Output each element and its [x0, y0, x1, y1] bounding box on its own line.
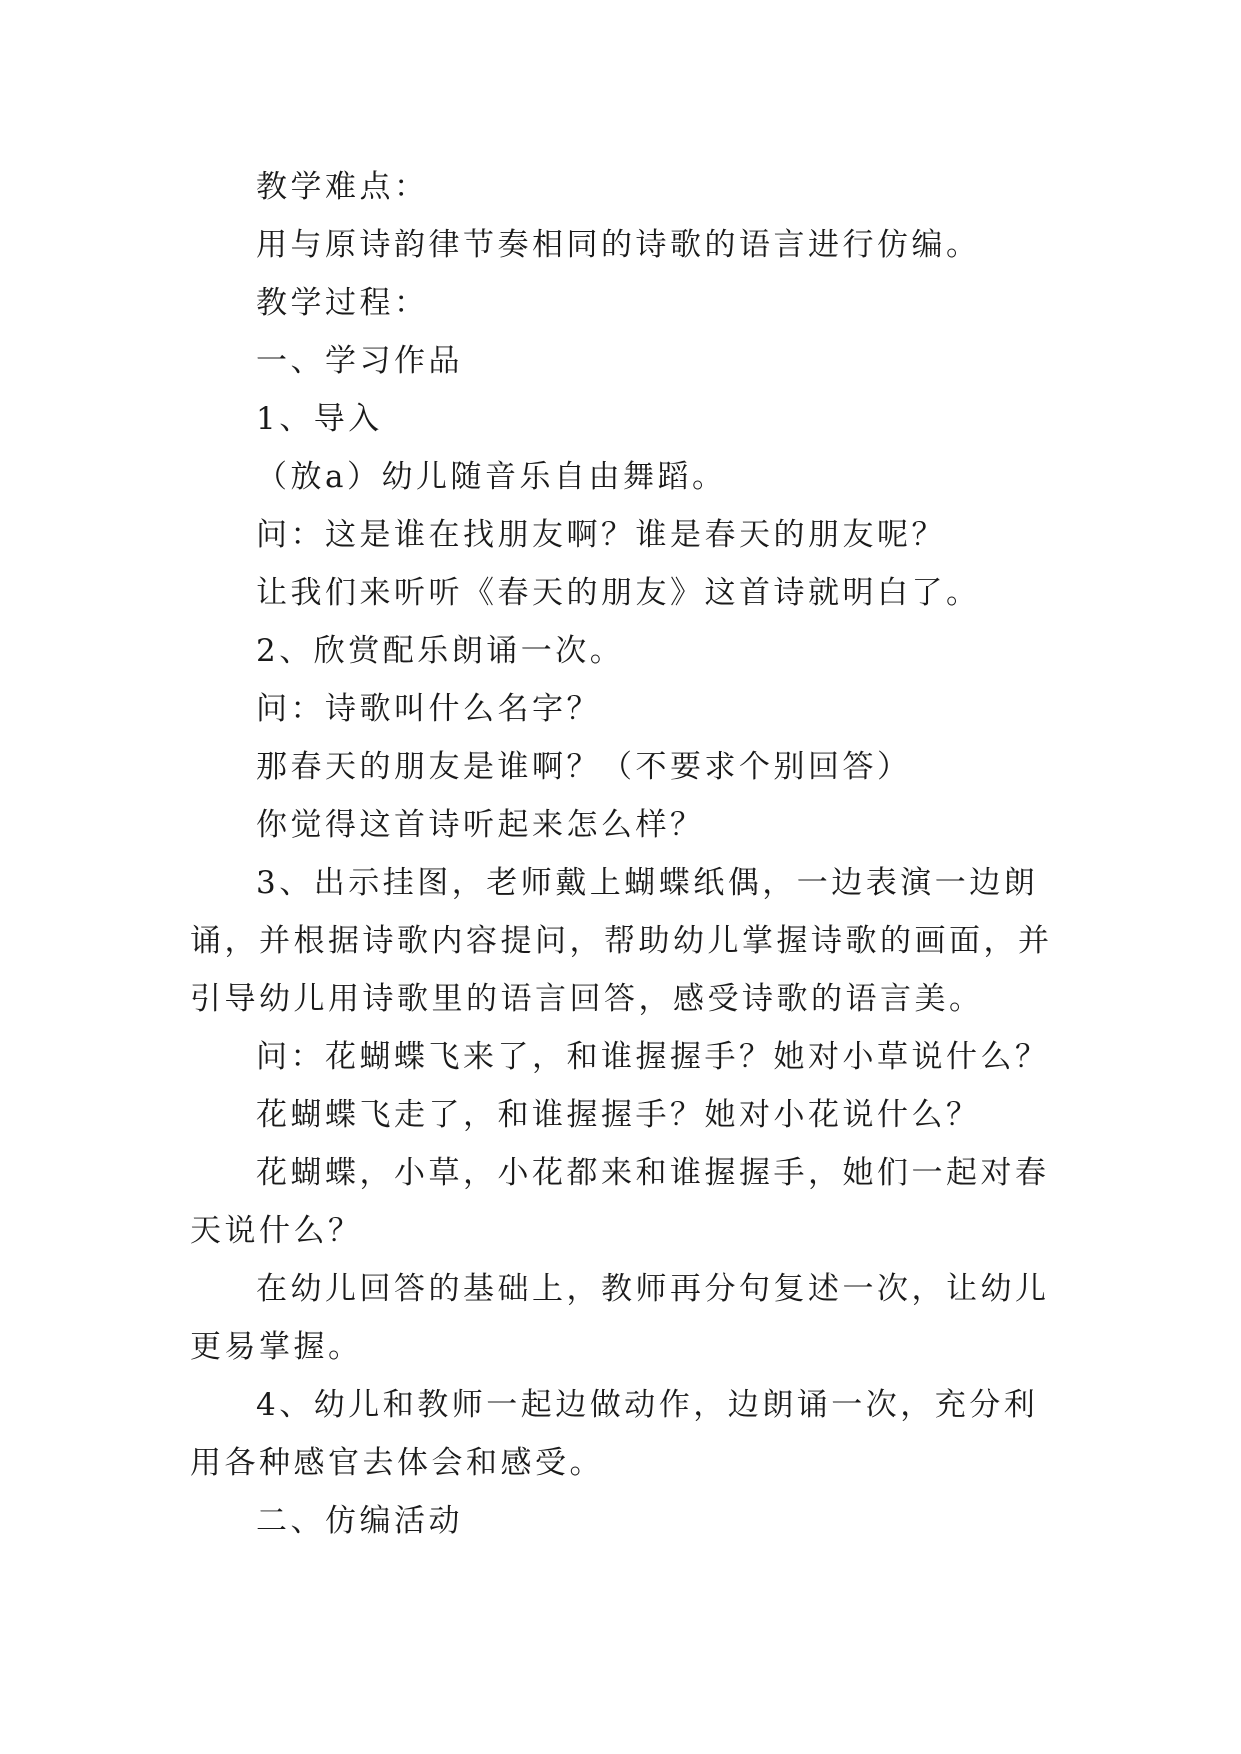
step-heading-intro: 1、导入 [256, 401, 383, 437]
paragraph-question-who: 那春天的朋友是谁啊？（不要求个别回答） [256, 749, 912, 785]
paragraph-teaching-difficulty: 用与原诗韵律节奏相同的诗歌的语言进行仿编。 [256, 227, 981, 263]
paragraph-question-feel: 你觉得这首诗听起来怎么样？ [256, 807, 705, 843]
paragraph-teacher-repeat: 在幼儿回答的基础上，教师再分句复述一次，让幼儿更易掌握。 [190, 1271, 1050, 1365]
document-body [190, 158, 1060, 1550]
paragraph-dance: （放a）幼儿随音乐自由舞蹈。 [256, 459, 727, 495]
paragraph-butterfly-spring: 花蝴蝶，小草，小花都来和谁握握手，她们一起对春天说什么？ [190, 1155, 1050, 1249]
paragraph-teaching-difficulty-heading: 教学难点： [256, 169, 429, 205]
paragraph-step-4: 4、幼儿和教师一起边做动作，边朗诵一次，充分利用各种感官去体会和感受。 [190, 1387, 1039, 1481]
step-heading-appreciate: 2、欣赏配乐朗诵一次。 [256, 633, 625, 669]
paragraph-step-3: 3、出示挂图，老师戴上蝴蝶纸偶，一边表演一边朗诵，并根据诗歌内容提问，帮助幼儿掌握诗歌的画面，并引导幼儿用诗歌里的语言回答，感受诗歌的语言美。 [190, 865, 1053, 1017]
section-heading-study-work: 一、学习作品 [256, 343, 463, 379]
paragraph-listen-poem: 让我们来听听《春天的朋友》这首诗就明白了。 [256, 575, 981, 611]
paragraph-butterfly-grass: 问：花蝴蝶飞来了，和谁握握手？她对小草说什么？ [256, 1039, 1050, 1075]
paragraph-question-friend: 问：这是谁在找朋友啊？谁是春天的朋友呢？ [256, 517, 946, 553]
section-heading-imitation: 二、仿编活动 [256, 1503, 463, 1539]
paragraph-question-name: 问：诗歌叫什么名字？ [256, 691, 601, 727]
paragraph-teaching-process-heading: 教学过程： [256, 285, 429, 321]
paragraph-butterfly-flower: 花蝴蝶飞走了，和谁握握手？她对小花说什么？ [256, 1097, 981, 1133]
